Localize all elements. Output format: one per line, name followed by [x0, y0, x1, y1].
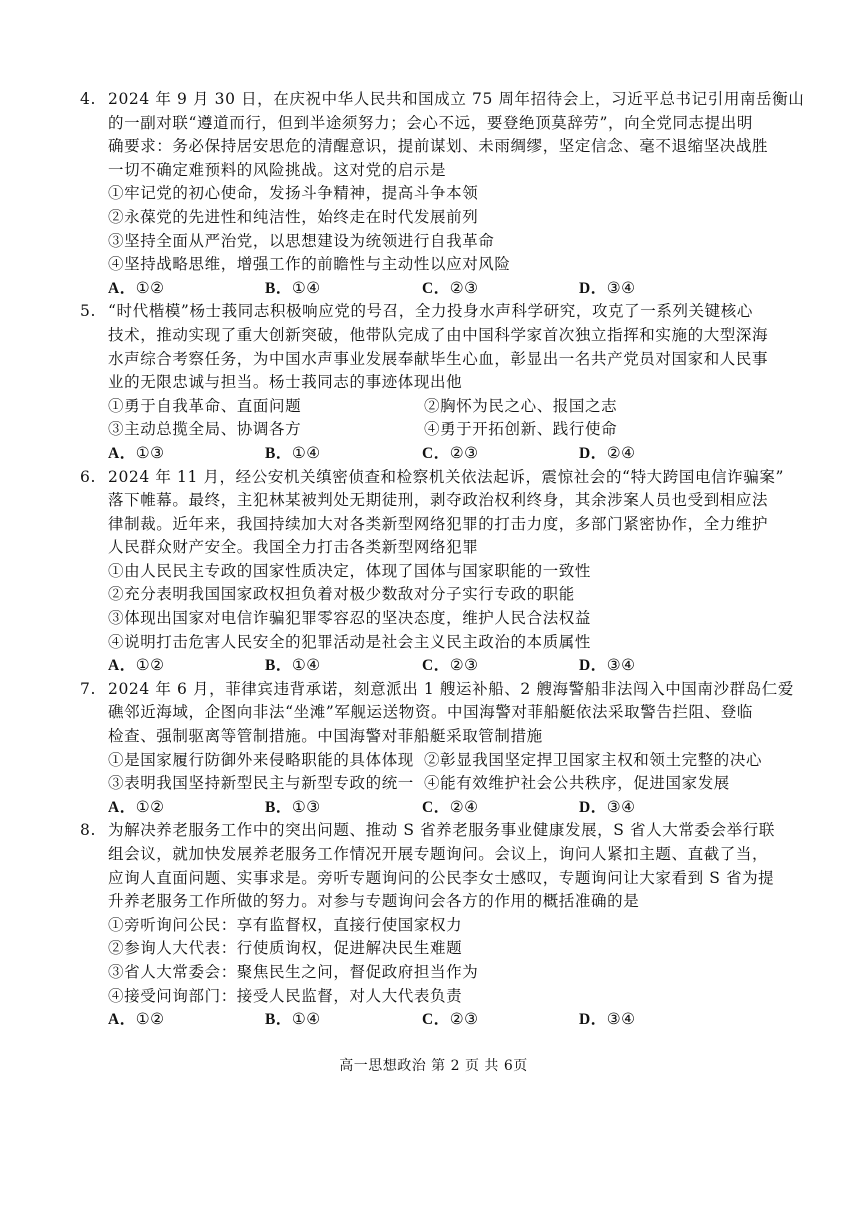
answer-choice-c[interactable] [422, 654, 579, 678]
answer-letter: C． [422, 798, 450, 816]
statement-option: ④接受问询部门：接受人民监督，对人大代表负责 [108, 986, 463, 1005]
question-number: 4. [80, 90, 96, 108]
statement-option-row [80, 418, 807, 442]
answer-text: ①② [135, 1010, 165, 1029]
answer-choice-a[interactable] [108, 442, 265, 466]
question-stem-line: 业的无限忠诚与担当。杨士莪同志的事迹体现出他 [108, 373, 463, 392]
answer-choice-d[interactable] [579, 277, 736, 301]
answer-letter: B． [265, 798, 292, 816]
statement-option: ③体现出国家对电信诈骗犯罪零容忍的坚决态度，维护人民合法权益 [108, 609, 592, 628]
statement-option: ②胸怀为民之心、报国之志 [424, 396, 618, 415]
answer-text: ②③ [449, 656, 479, 675]
question-stem-line: 水声综合考察任务，为中国水声事业发展奉献毕生心血，彰显出一名共产党员对国家和人民事 [108, 349, 769, 368]
answer-text: ①④ [291, 278, 321, 297]
answer-choices [80, 442, 807, 466]
answer-choice-c[interactable] [422, 442, 579, 466]
answer-text: ①④ [291, 1010, 321, 1029]
answer-letter: D． [579, 798, 607, 816]
answer-choices [80, 654, 807, 678]
question-stem-line: 的一副对联“遵道而行，但到半途须努力；会心不远，要登绝顶莫辞劳”，向全党同志提出明 [108, 113, 753, 132]
answer-text: ①② [135, 797, 165, 816]
question-7 [80, 678, 807, 820]
answer-letter: C． [422, 1011, 450, 1029]
statement-option: ③省人大常委会：聚焦民生之问，督促政府担当作为 [108, 962, 479, 981]
answer-choice-a[interactable] [108, 796, 265, 820]
statement-option: ④能有效维护社会公共秩序，促进国家发展 [424, 774, 730, 793]
question-stem-first-line [80, 88, 807, 112]
question-stem-line: 一切不确定难预料的风险挑战。这对党的启示是 [108, 160, 447, 179]
question-stem-line: 技术，推动实现了重大创新突破，他带队完成了由中国科学家首次独立指挥和实施的大型深海 [108, 325, 769, 344]
answer-text: ①③ [291, 797, 321, 816]
answer-choice-b[interactable] [265, 796, 422, 820]
statement-option: ④勇于开拓创新、践行使命 [424, 420, 618, 439]
question-number: 8. [80, 821, 96, 840]
answer-choice-b[interactable] [265, 1008, 422, 1032]
answer-choice-b[interactable] [265, 277, 422, 301]
question-stem-first-line [80, 678, 807, 702]
answer-text: ②③ [449, 1010, 479, 1029]
question-stem-line: 检查、强制驱离等管制措施。中国海警对菲船艇采取管制措施 [108, 727, 543, 746]
answer-letter: B． [265, 657, 292, 675]
answer-text: ③④ [606, 1010, 636, 1029]
question-stem-line: 落下帷幕。最终，主犯林某被判处无期徒刑，剥夺政治权利终身，其余涉案人员也受到相应法 [108, 491, 769, 510]
question-stem-line: 确要求：务必保持居安思危的清醒意识，提前谋划、未雨绸缪，坚定信念、毫不退缩坚决战胜 [108, 137, 769, 156]
statement-option: ①旁听询问公民：享有监督权，直接行使国家权力 [108, 915, 463, 934]
answer-text: ②③ [449, 443, 479, 462]
answer-text: ③④ [606, 278, 636, 297]
answer-text: ①④ [291, 656, 321, 675]
answer-letter: A． [108, 798, 136, 816]
statement-option-row [80, 395, 807, 419]
question-number: 6. [80, 467, 96, 486]
answer-text: ①③ [135, 443, 165, 462]
answer-letter: C． [422, 657, 450, 675]
answer-choice-d[interactable] [579, 796, 736, 820]
question-stem-line: 律制裁。近年来，我国持续加大对各类新型网络犯罪的打击力度，多部门紧密协作，全力维护 [108, 514, 769, 533]
statement-option: ②参询人大代表：行使质询权，促进解决民生难题 [108, 939, 463, 958]
answer-text: ①② [135, 278, 165, 297]
question-number: 7. [80, 679, 96, 698]
question-stem-line: 组会议，就加快发展养老服务工作情况开展专题询问。会议上，询问人紧扣主题、直截了当， [108, 845, 769, 863]
statement-option: ①勇于自我革命、直面问题 [108, 396, 302, 415]
answer-choice-d[interactable] [579, 654, 736, 678]
answer-text: ③④ [606, 797, 636, 816]
answer-letter: A． [108, 279, 136, 297]
answer-letter: B． [265, 444, 292, 462]
answer-choice-c[interactable] [422, 277, 579, 301]
answer-choice-b[interactable] [265, 654, 422, 678]
statement-option: ④说明打击危害人民安全的犯罪活动是社会主义民主政治的本质属性 [108, 632, 592, 651]
question-6 [80, 466, 807, 678]
answer-text: ②④ [449, 797, 479, 816]
answer-choice-c[interactable] [422, 1008, 579, 1032]
answer-choice-c[interactable] [422, 796, 579, 820]
question-stem-line: 礁邻近海域，企图向非法“坐滩”军舰运送物资。中国海警对菲船艇依法采取警告拦阻、登临 [108, 703, 753, 722]
answer-choice-b[interactable] [265, 442, 422, 466]
answer-letter: C． [422, 444, 450, 462]
question-list [80, 88, 807, 1032]
answer-text: ①④ [291, 443, 321, 462]
answer-choice-a[interactable] [108, 654, 265, 678]
answer-choice-d[interactable] [579, 1008, 736, 1032]
answer-choice-a[interactable] [108, 277, 265, 301]
statement-option: ③主动总揽全局、协调各方 [108, 420, 302, 439]
statement-option: ③坚持全面从严治党，以思想建设为统领进行自我革命 [108, 231, 495, 250]
statement-option: ④坚持战略思维，增强工作的前瞻性与主动性以应对风险 [108, 255, 511, 274]
answer-letter: D． [579, 657, 607, 675]
statement-option-row [80, 749, 807, 773]
question-stem-line: 升养老服务工作所做的努力。对参与专题询问会各方的作用的概括准确的是 [108, 892, 640, 911]
question-stem-first-line [80, 819, 807, 843]
question-number: 5. [80, 302, 96, 321]
statement-option-row [80, 772, 807, 796]
answer-letter: B． [265, 279, 292, 297]
statement-option: ①牢记党的初心使命，发扬斗争精神，提高斗争本领 [108, 184, 479, 203]
answer-letter: A． [108, 444, 136, 462]
question-stem-line: 人民群众财产安全。我国全力打击各类新型网络犯罪 [108, 538, 479, 557]
answer-text: ②③ [449, 278, 479, 297]
answer-letter: B． [265, 1011, 292, 1029]
question-8 [80, 819, 807, 1031]
answer-choice-d[interactable] [579, 442, 736, 466]
question-stem-first-line [80, 300, 807, 324]
question-stem-text: 为解决养老服务工作中的突出问题、推动 S 省养老服务事业健康发展，S 省人大常委会举行联 [108, 821, 775, 840]
answer-text: ②④ [606, 443, 636, 462]
question-stem-line: 应询人直面问题、实事求是。旁听专题询问的公民李女士感叹，专题询问让大家看到 S 省为提 [108, 868, 775, 887]
answer-choices [80, 1008, 807, 1032]
answer-choices [80, 277, 807, 301]
answer-text: ①② [135, 656, 165, 675]
statement-option: ②永葆党的先进性和纯洁性，始终走在时代发展前列 [108, 207, 479, 226]
answer-letter: A． [108, 1011, 136, 1029]
statement-option: ②充分表明我国国家政权担负着对极少数敌对分子实行专政的职能 [108, 585, 575, 604]
statement-option: ①由人民民主专政的国家性质决定，体现了国体与国家职能的一致性 [108, 561, 592, 580]
question-4 [80, 88, 807, 300]
question-stem-text: 2024 年 11 月，经公安机关缜密侦查和检察机关依法起诉，震惊社会的“特大跨国电信诈骗案” [108, 467, 785, 486]
answer-choice-a[interactable] [108, 1008, 265, 1032]
answer-text: ③④ [606, 656, 636, 675]
answer-letter: D． [579, 279, 607, 297]
answer-letter: C． [422, 279, 450, 297]
question-stem-text: “时代楷模”杨士莪同志积极响应党的号召，全力投身水声科学研究，攻克了一系列关键核心 [108, 302, 753, 321]
answer-choices [80, 796, 807, 820]
statement-option: ①是国家履行防御外来侵略职能的具体体现 [108, 750, 414, 769]
statement-option: ②彰显我国坚定捍卫国家主权和领土完整的决心 [424, 750, 763, 769]
question-stem-first-line [80, 466, 807, 490]
answer-letter: D． [579, 1011, 607, 1029]
statement-option: ③表明我国坚持新型民主与新型专政的统一 [108, 774, 414, 793]
question-5 [80, 300, 807, 465]
answer-letter: A． [108, 657, 136, 675]
page-footer: 高一思想政治 第 2 页 共 6页 [339, 1058, 528, 1074]
answer-letter: D． [579, 444, 607, 462]
question-stem-text: 2024 年 9 月 30 日，在庆祝中华人民共和国成立 75 周年招待会上，习近平总书记引用南岳衡山 [108, 90, 805, 108]
question-stem-text: 2024 年 6 月，菲律宾违背承诺，刻意派出 1 艘运补船、2 艘海警船非法闯入中国南沙群岛仁爱 [108, 679, 794, 698]
